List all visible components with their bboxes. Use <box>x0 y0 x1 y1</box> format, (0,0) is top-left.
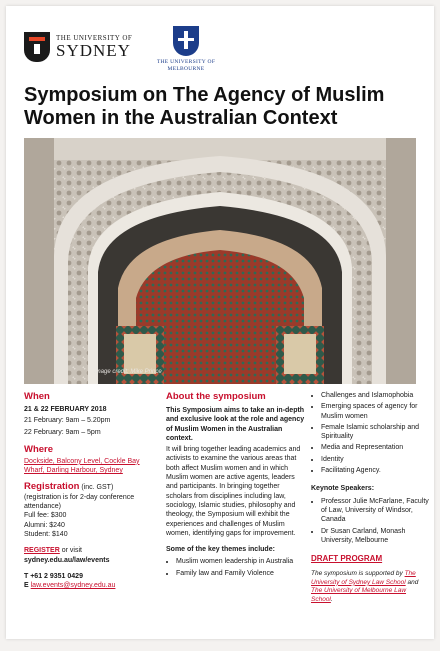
support-prefix: The symposium is supported by <box>311 570 403 578</box>
full-fee: Full fee: $300 <box>24 512 67 520</box>
sydney-crest-icon <box>24 32 50 62</box>
flyer-page <box>6 6 434 639</box>
theme-item: • Emerging spaces of agency for Muslim women <box>321 402 429 421</box>
registration-note: (registration is for 2-day conference attendance) <box>24 493 135 511</box>
mosque-arch-photo <box>24 138 416 384</box>
keynote-speaker: • Dr Susan Carland, Monash University, Melbourne <box>321 527 429 546</box>
register-link[interactable]: REGISTER <box>24 547 60 555</box>
themes-list-continued <box>311 391 429 475</box>
melbourne-logo-line1: THE UNIVERSITY OF <box>156 59 216 65</box>
event-dates: 21 & 22 FEBRUARY 2018 <box>24 406 107 413</box>
page-title: Symposium on The Agency of Muslim Women in the Australian Context <box>24 84 385 129</box>
or-visit-text: or visit <box>61 547 82 555</box>
alumni-fee: Alumni: $240 <box>24 521 65 529</box>
theme-item: • Challenges and Islamophobia <box>321 391 429 400</box>
logo-bar <box>24 26 224 82</box>
theme-item: • Identity <box>321 455 429 464</box>
gst-note: (inc. GST) <box>81 484 114 492</box>
melbourne-logo-line2: MELBOURNE <box>167 65 205 72</box>
theme-item: • Female Islamic scholarship and Spirituality <box>321 423 429 442</box>
sydney-law-link[interactable]: The University of Sydney Law School <box>311 570 416 586</box>
about-heading: About the symposium <box>166 391 266 402</box>
draft-program-link[interactable]: DRAFT PROGRAM <box>311 554 383 564</box>
melbourne-crest-icon <box>173 26 199 56</box>
support-and: and <box>407 578 419 586</box>
about-intro: This Symposium aims to take an in-depth and exclusive look at the role and agency of Muslim Women in the Australian context. <box>166 407 305 442</box>
theme-item: • Family law and Family Violence <box>176 569 306 578</box>
support-statement <box>311 570 429 604</box>
keynote-speaker: • Professor Julie McFarlane, Faculty of Law, University of Windsor, Canada <box>321 497 429 525</box>
sydney-logo-line1: THE UNIVERSITY OF <box>56 34 133 42</box>
themes-heading: Some of the key themes include: <box>166 546 275 554</box>
sydney-logo-line2: SYDNEY <box>56 41 131 60</box>
where-heading: Where <box>24 443 54 455</box>
email-prefix: E <box>24 582 29 590</box>
theme-item: • Facilitating Agency. <box>321 466 429 475</box>
day2-hours: 22 February: 9am – 5pm <box>24 428 101 436</box>
melbourne-logo <box>156 26 216 72</box>
arch-illustration <box>24 138 416 384</box>
theme-item: • Media and Representation <box>321 443 429 452</box>
image-credit: Image credit: Mike Prince <box>94 369 162 375</box>
events-url-link[interactable]: sydney.edu.au/law/events <box>24 556 110 564</box>
themes-list <box>166 557 306 578</box>
about-column <box>166 391 306 580</box>
themes-keynote-column <box>311 391 429 604</box>
support-end: . <box>330 595 333 603</box>
keynote-list <box>311 497 429 545</box>
student-fee: Student: $140 <box>24 530 68 538</box>
day1-hours: 21 February: 9am – 5.20pm <box>24 417 111 425</box>
venue-link[interactable]: Dockside, Balcony Level, Cockle Bay Wharf, Darling Harbour, Sydney <box>24 457 140 475</box>
email-link[interactable]: law.events@sydney.edu.au <box>30 582 116 590</box>
when-heading: When <box>24 391 50 402</box>
sydney-logo <box>24 32 132 62</box>
event-details-column <box>24 391 154 590</box>
melbourne-law-link[interactable]: The University of Melbourne Law School <box>311 587 407 603</box>
theme-item: • Muslim women leadership in Australia <box>176 557 306 566</box>
registration-heading: Registration <box>24 481 80 493</box>
about-body: It will bring together leading academics and activists to examine the various areas that both affect Muslim women and in which Muslim women are active agents, leaders and participants. In bringing together scholars from disciplines including law, sociology, Islamic studies, philosophy and theology, the Symposium will exhibit the experiences and challenges of Muslim women, identifying gaps for improvement. <box>166 446 301 537</box>
phone-number: T +61 2 9351 0429 <box>24 572 83 580</box>
keynote-heading: Keynote Speakers: <box>311 485 375 493</box>
